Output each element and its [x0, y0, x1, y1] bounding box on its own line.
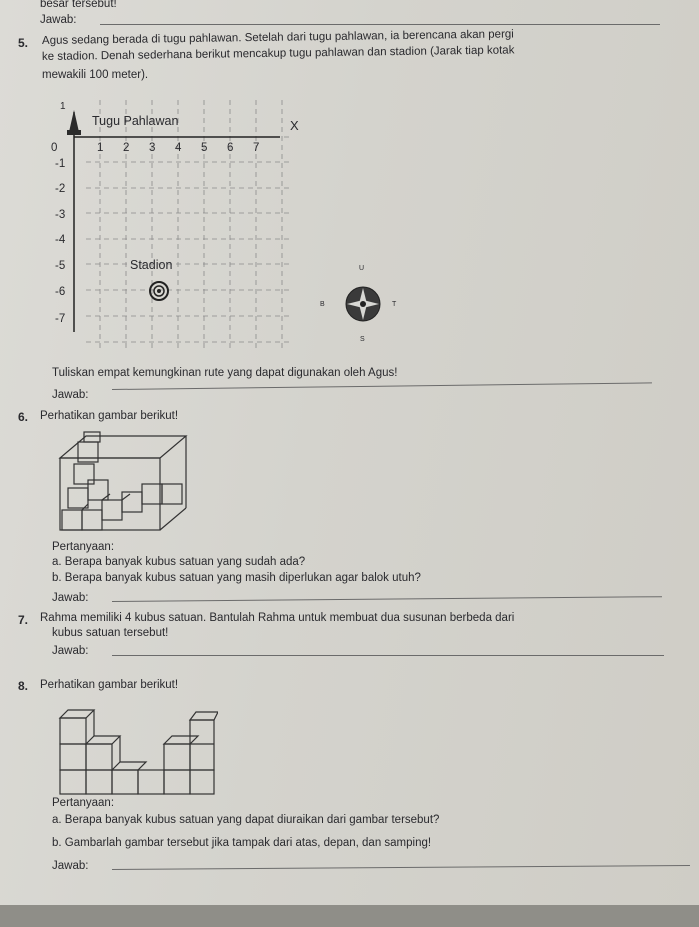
q8-answer-line — [112, 865, 690, 870]
q5-jawab-label: Jawab: — [52, 389, 89, 401]
y-tick-minus-6: -6 — [55, 286, 66, 298]
x-tick-2: 2 — [123, 142, 130, 154]
q6-answer-line — [112, 596, 662, 602]
x-tick-0: 0 — [51, 142, 58, 154]
q5-instruction: Tuliskan empat kemungkinan rute yang dapat digunakan oleh Agus! — [52, 367, 398, 379]
q5-line-2: ke stadion. Denah sederhana berikut mencakup tugu pahlawan dan stadion (Jarak tiap kotak — [41, 44, 515, 63]
q5-answer-line — [112, 382, 652, 390]
compass-rose-icon — [330, 268, 396, 340]
q6-cube-box-figure — [58, 428, 194, 532]
q6-text: Perhatikan gambar berikut! — [40, 410, 179, 422]
q6-question-b: b. Berapa banyak kubus satuan yang masih diperlukan agar balok utuh? — [52, 572, 421, 584]
coordinate-map — [48, 92, 298, 354]
q8-text: Perhatikan gambar berikut! — [40, 679, 179, 691]
compass-north: U — [359, 265, 365, 272]
question-number-8: 8. — [18, 679, 29, 693]
q7-jawab-label: Jawab: — [52, 645, 89, 657]
q8-pertanyaan-label: Pertanyaan: — [52, 797, 115, 809]
x-tick-7: 7 — [253, 142, 260, 154]
compass-south: S — [360, 336, 365, 343]
question-number-7: 7. — [18, 613, 29, 627]
tugu-pahlawan-label: Tugu Pahlawan — [92, 114, 179, 128]
y-tick-minus-2: -2 — [55, 183, 66, 195]
x-tick-3: 3 — [149, 142, 156, 154]
x-tick-4: 4 — [175, 142, 182, 154]
jawab-label: Jawab: — [40, 14, 77, 26]
q8-question-b: b. Gambarlah gambar tersebut jika tampak dari atas, depan, dan samping! — [52, 837, 432, 849]
question-number-5: 5. — [18, 36, 29, 50]
y-tick-minus-1: -1 — [55, 158, 66, 170]
stadion-label: Stadion — [130, 258, 173, 272]
q7-line-1: Rahma memiliki 4 kubus satuan. Bantulah Rahma untuk membuat dua susunan berbeda dari — [40, 612, 515, 624]
stadium-icon — [150, 282, 168, 300]
answer-line — [100, 24, 660, 25]
q6-question-a: a. Berapa banyak kubus satuan yang sudah ada? — [52, 556, 306, 568]
compass-west: B — [320, 301, 325, 308]
q5-line-3: mewakili 100 meter). — [42, 69, 149, 81]
y-tick-minus-3: -3 — [55, 209, 66, 221]
q7-line-2: kubus satuan tersebut! — [52, 627, 169, 639]
question-number-6: 6. — [18, 410, 29, 424]
x-tick-5: 5 — [201, 142, 208, 154]
monument-icon — [67, 110, 81, 135]
x-tick-1: 1 — [97, 142, 104, 154]
q6-jawab-label: Jawab: — [52, 592, 89, 604]
previous-question-text: besar tersebut! — [40, 0, 117, 10]
y-tick-1: 1 — [60, 101, 66, 112]
y-tick-minus-7: -7 — [55, 313, 66, 325]
q8-cube-stack-figure — [58, 700, 218, 800]
q6-pertanyaan-label: Pertanyaan: — [52, 541, 115, 553]
x-tick-6: 6 — [227, 142, 234, 154]
q8-jawab-label: Jawab: — [52, 860, 89, 872]
bottom-shadow — [0, 905, 699, 927]
y-tick-minus-4: -4 — [55, 234, 66, 246]
q7-answer-line — [112, 655, 664, 656]
x-axis-label: X — [290, 118, 299, 133]
y-tick-minus-5: -5 — [55, 260, 66, 272]
q8-question-a: a. Berapa banyak kubus satuan yang dapat diuraikan dari gambar tersebut? — [52, 814, 440, 826]
q5-line-1: Agus sedang berada di tugu pahlawan. Setelah dari tugu pahlawan, ia berencana akan pergi — [41, 28, 514, 47]
compass-east: T — [392, 301, 397, 308]
